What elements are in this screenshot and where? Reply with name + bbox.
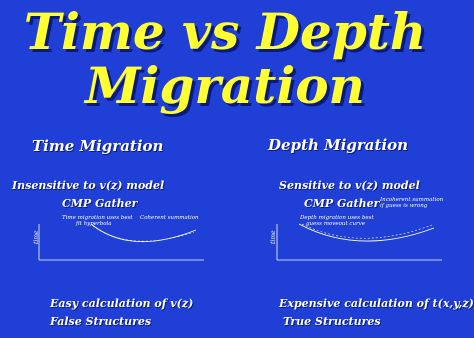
left-calculation: Easy calculation of v(z) <box>50 297 194 310</box>
right-cmp-gather: CMP Gather <box>304 197 380 210</box>
right-sensitivity: Sensitive to v(z) model <box>279 179 420 192</box>
left-fit-curve <box>93 226 194 241</box>
right-result: True Structures <box>283 315 381 328</box>
left-axis-label: time <box>33 230 40 244</box>
right-note-incoherent: Incoherent summation if guess is wrong <box>380 197 444 209</box>
right-gather-plot <box>274 222 444 262</box>
slide-title-line1: Time vs Depth <box>23 2 427 61</box>
left-note-coherent: Coherent summation <box>140 215 199 221</box>
right-note-guess: Depth migration uses best guess moveout curve <box>300 215 374 227</box>
left-hyperbola-curve <box>91 224 196 242</box>
slide-title-line2: Migration <box>85 56 365 115</box>
right-guess-curve <box>302 224 432 238</box>
left-result: False Structures <box>50 315 152 328</box>
right-axis-label: time <box>270 230 277 244</box>
right-calculation: Expensive calculation of t(x,y,z) <box>279 297 474 310</box>
left-cmp-gather: CMP Gather <box>62 197 138 210</box>
left-note-fit: Time migration uses best fit hyperbola <box>62 215 133 227</box>
left-gather-plot <box>36 222 206 262</box>
right-moveout-curve <box>299 224 434 241</box>
left-sensitivity: Insensitive to v(z) model <box>12 179 165 192</box>
depth-migration-heading: Depth Migration <box>268 136 409 154</box>
time-migration-heading: Time Migration <box>32 137 164 155</box>
